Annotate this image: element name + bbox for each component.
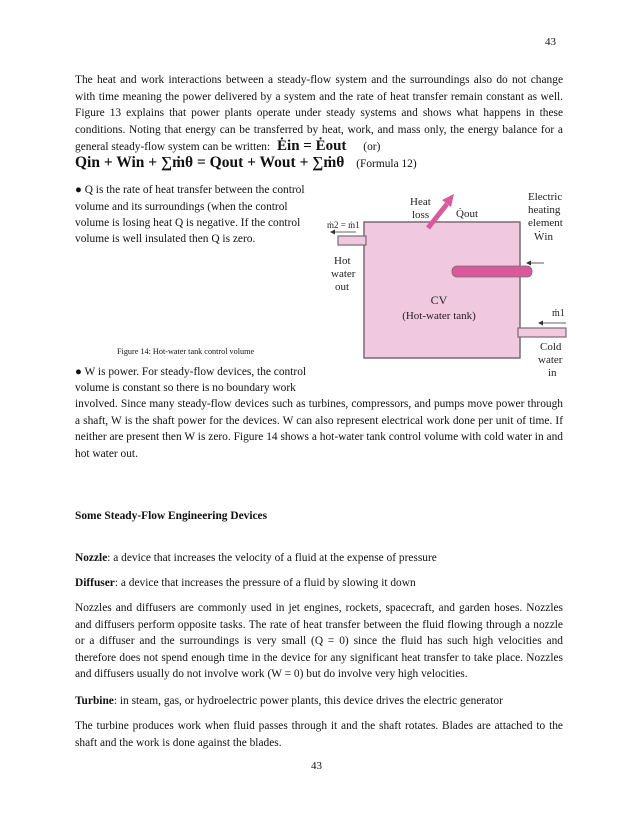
section-heading: Some Steady-Flow Engineering Devices — [75, 510, 268, 522]
turbine-definition — [75, 693, 503, 709]
intro-text: The heat and work interactions between a steady-flow system and the surroundings also do not change with time meaning the power delivered by a system and the rate of heat transfer remain constant as well. Figure 13 explains that power plants operate under steady systems and shows what happens in these conditions. Noting that energy can be transferred by heat, work, and mass only, the energy balance for a general steady-flow system can be written: — [75, 74, 563, 154]
hot-water-outlet-pipe — [338, 236, 366, 245]
energy-balance-equation: Ėin = Ėout — [277, 138, 347, 155]
diffuser-term: Diffuser — [75, 577, 115, 589]
label-tank: (Hot-water tank) — [402, 310, 476, 322]
q-bullet-line-4: volume is well insulated then Q is zero. — [75, 233, 256, 245]
cold-inlet-arrowhead — [538, 321, 543, 326]
heating-element — [452, 266, 532, 277]
win-arrowhead — [526, 261, 531, 266]
nozzle-text: : a device that increases the velocity of a fluid at the expense of pressure — [107, 552, 437, 564]
intro-paragraph — [75, 72, 563, 156]
label-heating: heating — [528, 204, 561, 216]
q-bullet-line-3: volume is losing heat Q is negative. If the control — [75, 217, 301, 229]
label-cold: Cold — [540, 341, 562, 353]
formula-text: Qin + Win + ∑ṁθ = Qout + Wout + ∑ṁθ — [75, 154, 345, 171]
figure-caption: Figure 14: Hot-water tank control volume — [117, 347, 255, 356]
diffuser-text: : a device that increases the pressure of a fluid by slowing it down — [114, 577, 416, 589]
formula-label: (Formula 12) — [356, 158, 417, 170]
label-element: element — [528, 217, 563, 229]
label-water-left: water — [331, 268, 356, 280]
label-qout: Q̇out — [456, 208, 478, 220]
label-win: Ẇin — [534, 231, 553, 243]
formula-12 — [75, 154, 417, 172]
cold-water-inlet-pipe — [518, 328, 566, 337]
label-heat: Heat — [410, 196, 431, 208]
turbine-paragraph: The turbine produces work when fluid passes through it and the shaft rotates. Blades are attached to the shaft and the work is done against the blades. — [75, 720, 563, 749]
nozzle-definition — [75, 550, 437, 566]
nozzle-term: Nozzle — [75, 552, 108, 564]
label-water-right: water — [538, 354, 563, 366]
tank-body — [364, 222, 520, 358]
label-hot: Hot — [334, 255, 351, 267]
label-electric: Electric — [528, 191, 563, 203]
turbine-term: Turbine — [75, 695, 114, 707]
diffuser-definition — [75, 575, 416, 591]
q-bullet-line-2: volume and its surroundings (when the control — [75, 201, 288, 213]
label-cv: CV — [430, 293, 448, 307]
label-in: in — [548, 367, 557, 379]
q-bullet-line-1: ● Q is the rate of heat transfer between the control — [75, 184, 305, 196]
page-number-top: 43 — [545, 36, 556, 48]
w-bullet-continuation: involved. Since many steady-flow devices such as turbines, compressors, and pumps move power through a shaft, W is the shaft power for the devices. W can also represent electrical work done per unit of time. If neither are present then W is zero. Figure 14 shows a hot-water tank control volume with cold water in and hot water out. — [75, 398, 563, 460]
w-bullet-line-2: volume is constant so there is no boundary work — [75, 382, 296, 394]
label-loss: loss — [412, 209, 430, 221]
page-number-bottom: 43 — [311, 760, 322, 772]
label-m2-equals-m1: ṁ2 = ṁ1 — [327, 220, 360, 230]
hot-water-tank-figure — [326, 180, 568, 382]
w-bullet-line-1: ● W is power. For steady-flow devices, the control — [75, 366, 307, 378]
nozzle-diffuser-paragraph: Nozzles and diffusers are commonly used in jet engines, rockets, spacecraft, and garden hoses. Nozzles and diffusers perform opposite tasks. The rate of heat transfer between the fluid flowing through a nozzle or a diffuser and the surroundings is very small (Q = 0) since the fluid has such high velocities and therefore does not spend enough time in the device for any significant heat transfer to take place. Nozzles and diffusers usually do not involve work (W = 0) but do involve very high velocities. — [75, 602, 563, 681]
hot-outlet-arrowhead — [330, 230, 335, 235]
label-m1: ṁ1 — [552, 308, 565, 319]
label-out: out — [335, 281, 350, 293]
intro-or: (or) — [363, 141, 381, 154]
turbine-text: : in steam, gas, or hydroelectric power plants, this device drives the electric generator — [113, 695, 503, 707]
